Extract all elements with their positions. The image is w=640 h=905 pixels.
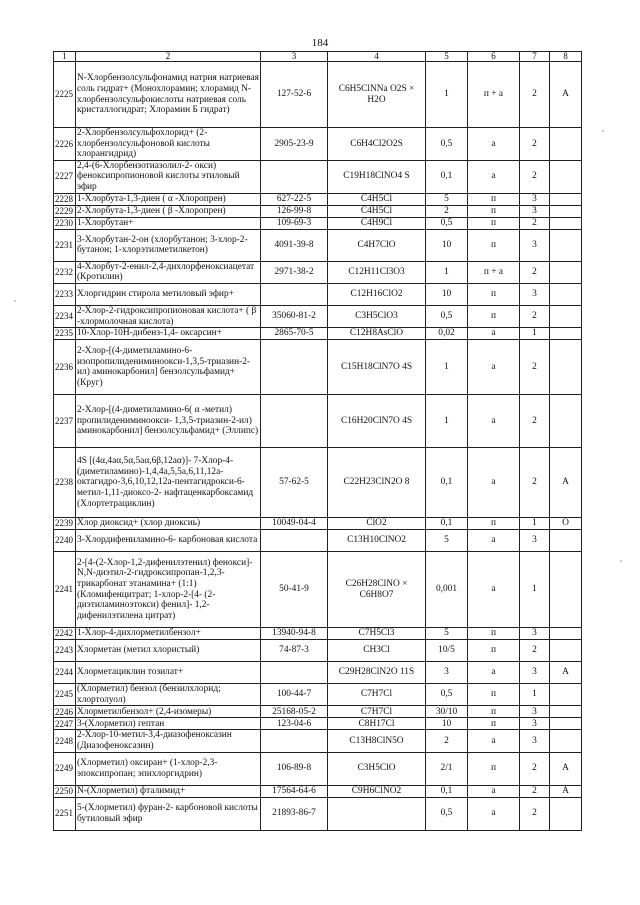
table-row [54,530,582,552]
table-row [54,305,582,327]
row-number: 2228 [54,193,76,205]
mac-value: 10 [426,229,468,261]
chemical-formula: C7H5Cl3 [328,628,426,640]
mac-value: 0,5 [426,217,468,229]
chemical-formula: CH3Cl [328,640,426,662]
hazard-class: 2 [520,261,550,283]
hazard-class: 2 [520,160,550,193]
hazard-class: 3 [520,530,550,552]
column-header: 2 [76,52,261,62]
hazard-class: 3 [520,628,550,640]
cas-number: 2905-23-9 [261,128,328,161]
mac-value: 2 [426,205,468,217]
row-number: 2250 [54,785,76,797]
mac-value: 0,1 [426,785,468,797]
cas-number [261,730,328,752]
row-number: 2249 [54,752,76,785]
aggregate-state: п [468,706,520,718]
column-header: 1 [54,52,76,62]
hazard-class: 1 [520,684,550,706]
mac-value: 1 [426,62,468,128]
column-header: 8 [550,52,582,62]
mac-value: 0,1 [426,160,468,193]
hazard-class: 3 [520,193,550,205]
row-number: 2230 [54,217,76,229]
table-row [54,797,582,830]
mac-value: 5 [426,193,468,205]
table-row [54,785,582,797]
hazard-class: 3 [520,662,550,684]
mac-value: 0,02 [426,328,468,340]
substance-name: Хлоргидрин стирола метиловый эфир+ [76,283,261,305]
cas-number: 57-62-5 [261,448,328,518]
aggregate-state: п [468,193,520,205]
mac-value: 3 [426,662,468,684]
hazard-class: 2 [520,640,550,662]
column-header: 7 [520,52,550,62]
substance-name: 4S [(4α,4aα,5α,5aα,6β,12aα)]- 7-Хлор-4- (диметиламино)-1,4,4a,5,5a,6,11,12a-октагидро-3,6,10,12,12a-пентагидрокси-6- метил-1,11-диоксо-2- нафтаценкарбоксамид (Хлортетрациклин) [76,448,261,518]
row-number: 2229 [54,205,76,217]
chemical-formula: C16H20ClN7O 4S [328,395,426,448]
mac-value: 10 [426,718,468,730]
row-number: 2226 [54,128,76,161]
hazard-class: 3 [520,706,550,718]
substance-name: Хлорметан (метил хлористый) [76,640,261,662]
aggregate-state: п [468,684,520,706]
substance-name: 2-Хлор-[(4-диметиламино-6( α -метил) пропилидениминоокси- 1,3,5-триазин-2-ил) аминокарбонил] бензолсульфамид+ (Эллипс) [76,395,261,448]
row-number: 2248 [54,730,76,752]
effect-note [550,193,582,205]
mac-value: 0,1 [426,448,468,518]
row-number: 2240 [54,530,76,552]
chemical-formula: C4H7ClO [328,229,426,261]
effect-note [550,217,582,229]
table-row [54,283,582,305]
cas-number [261,340,328,395]
hazard-class: 3 [520,229,550,261]
chemical-formula: C8H17Cl [328,718,426,730]
chemical-formula: C4H9Cl [328,217,426,229]
effect-note [550,283,582,305]
substance-name: 2-Хлор-2-гидроксипропионовая кислота+ ( β -хлормолочная кислота) [76,305,261,327]
aggregate-state: п [468,628,520,640]
cas-number: 74-87-3 [261,640,328,662]
aggregate-state: а [468,128,520,161]
cas-number: 109-69-3 [261,217,328,229]
hazard-class: 2 [520,340,550,395]
substance-name: 3-(Хлорметил) гептан [76,718,261,730]
substance-name: Хлорметилбензол+ (2,4-изомеры) [76,706,261,718]
substance-name: (Хлорметил) оксиран+ (1-хлор-2,3-эпоксипропан; эпихлоргидрин) [76,752,261,785]
chemical-formula: C9H6ClNO2 [328,785,426,797]
chemical-formula: C4H5Cl [328,205,426,217]
effect-note [550,340,582,395]
chemical-formula: C12H8AsClO [328,328,426,340]
row-number: 2239 [54,518,76,530]
substance-name: N-Хлорбензолсульфонамид натрия натриевая соль гидрат+ (Монохлорамин; хлорамид N-хлорбензолсульфокислоты натриевая соль кристаллогидрат; Хлорамин Б гидрат) [76,62,261,128]
effect-note [550,305,582,327]
chemical-formula: C19H18ClNO4 S [328,160,426,193]
scan-speck [620,560,622,562]
cas-number [261,160,328,193]
hazard-class: 3 [520,205,550,217]
table-row [54,229,582,261]
substance-name: N-(Хлорметил) фталимид+ [76,785,261,797]
chemical-formula: C26H28ClNO × C6H8O7 [328,552,426,628]
hazard-class: 2 [520,797,550,830]
mac-value: 0,5 [426,797,468,830]
mac-value: 0,5 [426,128,468,161]
cas-number: 100-44-7 [261,684,328,706]
mac-value: 1 [426,395,468,448]
cas-number: 10049-04-4 [261,518,328,530]
hazard-class: 2 [520,752,550,785]
row-number: 2242 [54,628,76,640]
mac-value: 1 [426,340,468,395]
substance-name: 2-Хлорбензолсульфохлорид+ (2-хлорбензолсульфоновой кислоты хлорангидрид) [76,128,261,161]
hazard-class: 3 [520,718,550,730]
cas-number: 4091-39-8 [261,229,328,261]
chemical-formula: C12H16ClO2 [328,283,426,305]
cas-number: 13940-94-8 [261,628,328,640]
hazard-class: 1 [520,328,550,340]
chemical-formula: C15H18ClN7O 4S [328,340,426,395]
aggregate-state: п [468,752,520,785]
substance-name: 2-Хлор-10-метил-3,4-диазофеноксазин (Диазофеноксазин) [76,730,261,752]
row-number: 2227 [54,160,76,193]
table-row [54,128,582,161]
mac-value: 0,5 [426,305,468,327]
cas-number: 123-04-6 [261,718,328,730]
effect-note [550,160,582,193]
table-row [54,640,582,662]
row-number: 2233 [54,283,76,305]
row-number: 2236 [54,340,76,395]
table-row [54,217,582,229]
hazard-class: 1 [520,518,550,530]
row-number: 2237 [54,395,76,448]
effect-note [550,128,582,161]
hazard-class: 2 [520,785,550,797]
effect-note [550,328,582,340]
table-row [54,340,582,395]
row-number: 2238 [54,448,76,518]
aggregate-state: а [468,448,520,518]
row-number: 2243 [54,640,76,662]
effect-note [550,205,582,217]
row-number: 2241 [54,552,76,628]
effect-note [550,229,582,261]
substance-name: 10-Хлор-10Н-дибенз-1,4- оксарсин+ [76,328,261,340]
row-number: 2232 [54,261,76,283]
row-number: 2235 [54,328,76,340]
table-row [54,328,582,340]
effect-note [550,684,582,706]
aggregate-state: а [468,662,520,684]
mac-value: 0,5 [426,684,468,706]
aggregate-state: п [468,283,520,305]
hazard-class: 2 [520,62,550,128]
substance-name: 5-(Хлорметил) фуран-2- карбоновой кислоты бутиловый эфир [76,797,261,830]
substance-name: 1-Хлор-4-дихлорметилбензол+ [76,628,261,640]
hazard-class: 2 [520,128,550,161]
cas-number: 2971-38-2 [261,261,328,283]
table-row [54,552,582,628]
aggregate-state: а [468,160,520,193]
cas-number: 627-22-5 [261,193,328,205]
column-header: 6 [468,52,520,62]
aggregate-state: п [468,718,520,730]
effect-note [550,552,582,628]
aggregate-state: п [468,205,520,217]
substance-name: 1-Хлорбутан+ [76,217,261,229]
table-row [54,448,582,518]
mac-value: 10/5 [426,640,468,662]
cas-number: 2865-70-5 [261,328,328,340]
hazard-class: 2 [520,217,550,229]
aggregate-state: п [468,217,520,229]
table-row [54,261,582,283]
table-row [54,718,582,730]
effect-note [550,628,582,640]
row-number: 2225 [54,62,76,128]
aggregate-state: п [468,640,520,662]
effect-note [550,706,582,718]
cas-number: 50-41-9 [261,552,328,628]
effect-note [550,797,582,830]
chemical-formula: C13H8ClN5O [328,730,426,752]
cas-number: 127-52-6 [261,62,328,128]
effect-note [550,718,582,730]
mac-value: 2/1 [426,752,468,785]
cas-number: 17564-64-6 [261,785,328,797]
effect-note: А [550,62,582,128]
substances-table [53,51,582,831]
chemical-formula: C22H23ClN2O 8 [328,448,426,518]
effect-note: А [550,752,582,785]
hazard-class: 3 [520,283,550,305]
row-number: 2251 [54,797,76,830]
mac-value: 0,1 [426,518,468,530]
hazard-class: 2 [520,448,550,518]
aggregate-state: а [468,785,520,797]
table-header-row [54,52,582,62]
substance-name: 2-[4-(2-Хлор-1,2-дифенилэтенил) фенокси]-N,N-диэтил-2-гидроксипропан-1,2,3- трикарбонат этанамина+ (1:1) (Кломифенцитрат; 1-хлор-2-[4- (2-диэтиламиноэтокси) фенил]- 1,2-дифенилэтилена цитрат) [76,552,261,628]
column-header: 5 [426,52,468,62]
chemical-formula [328,797,426,830]
aggregate-state: а [468,395,520,448]
table-row [54,628,582,640]
row-number: 2245 [54,684,76,706]
column-header: 3 [261,52,328,62]
row-number: 2231 [54,229,76,261]
chemical-formula: C6H5ClNNa O2S × H2O [328,62,426,128]
mac-value: 10 [426,283,468,305]
effect-note: А [550,785,582,797]
cas-number [261,283,328,305]
hazard-class: 1 [520,552,550,628]
aggregate-state: п + а [468,62,520,128]
aggregate-state: а [468,730,520,752]
page-number: 184 [311,37,329,49]
mac-value: 2 [426,730,468,752]
substance-name: Хлорметациклин тозилат+ [76,662,261,684]
chemical-formula: C6H4Cl2O2S [328,128,426,161]
effect-note: О [550,518,582,530]
aggregate-state: а [468,328,520,340]
cas-number [261,530,328,552]
column-header: 4 [328,52,426,62]
table-row [54,518,582,530]
mac-value: 0,001 [426,552,468,628]
aggregate-state: а [468,552,520,628]
substance-name: 4-Хлорбут-2-енил-2,4-дихлорфеноксиацетат (Кротилин) [76,261,261,283]
chemical-formula: C12H11Cl3O3 [328,261,426,283]
hazard-class: 2 [520,395,550,448]
chemical-formula: C3H5ClO [328,752,426,785]
table-row [54,193,582,205]
row-number: 2244 [54,662,76,684]
substance-name: 2-Хлор-[(4-диметиламино-6-изопропилидениминоокси-1,3,5-триазин-2-ил) аминокарбонил] бензолсульфамид+ (Круг) [76,340,261,395]
mac-value: 5 [426,530,468,552]
hazard-class: 2 [520,305,550,327]
mac-value: 5 [426,628,468,640]
effect-note [550,730,582,752]
aggregate-state: а [468,797,520,830]
effect-note: А [550,662,582,684]
aggregate-state: а [468,340,520,395]
table-row [54,160,582,193]
effect-note [550,395,582,448]
mac-value: 1 [426,261,468,283]
table-row [54,662,582,684]
aggregate-state: а [468,530,520,552]
aggregate-state: п [468,518,520,530]
effect-note [550,640,582,662]
aggregate-state: п + а [468,261,520,283]
substance-name: Хлор диоксид+ (хлор диоксиь) [76,518,261,530]
chemical-formula: C7H7Cl [328,706,426,718]
substance-name: 3-Хлорбутан-2-он (хлорбутанон; 3-хлор-2-бутанон; 1-хлорэтилметилкетон) [76,229,261,261]
cas-number: 25168-05-2 [261,706,328,718]
effect-note [550,261,582,283]
chemical-formula: ClO2 [328,518,426,530]
table-row [54,205,582,217]
chemical-formula: C4H5Cl [328,193,426,205]
cas-number: 21893-86-7 [261,797,328,830]
substance-name: 2-Хлорбута-1,3-диен ( β -Хлоропрен) [76,205,261,217]
cas-number [261,662,328,684]
chemical-formula: C29H28ClN2O 11S [328,662,426,684]
scan-speck [14,300,16,302]
cas-number: 126-99-8 [261,205,328,217]
cas-number: 106-89-8 [261,752,328,785]
substance-name: (Хлорметил) бензол (бензилхлорид; хлортолуол) [76,684,261,706]
table-row [54,752,582,785]
table-row [54,730,582,752]
row-number: 2247 [54,718,76,730]
aggregate-state: п [468,229,520,261]
aggregate-state: п [468,305,520,327]
row-number: 2246 [54,706,76,718]
table-row [54,706,582,718]
chemical-formula: C3H5ClO3 [328,305,426,327]
table-row [54,395,582,448]
cas-number [261,395,328,448]
hazard-class: 3 [520,730,550,752]
mac-value: 30/10 [426,706,468,718]
chemical-formula: C7H7Cl [328,684,426,706]
substance-name: 1-Хлорбута-1,3-диен ( α -Хлоропрен) [76,193,261,205]
substance-name: 2,4-(6-Хлорбензотиазолил-2- окси) феноксипропионовой кислоты этиловый эфир [76,160,261,193]
chemical-formula: C13H10ClNO2 [328,530,426,552]
table-row [54,684,582,706]
row-number: 2234 [54,305,76,327]
effect-note: А [550,448,582,518]
cas-number: 35060-81-2 [261,305,328,327]
scan-speck [602,130,604,132]
effect-note [550,530,582,552]
substance-name: 3-Хлордифениламино-6- карбоновая кислота [76,530,261,552]
table-row [54,62,582,128]
